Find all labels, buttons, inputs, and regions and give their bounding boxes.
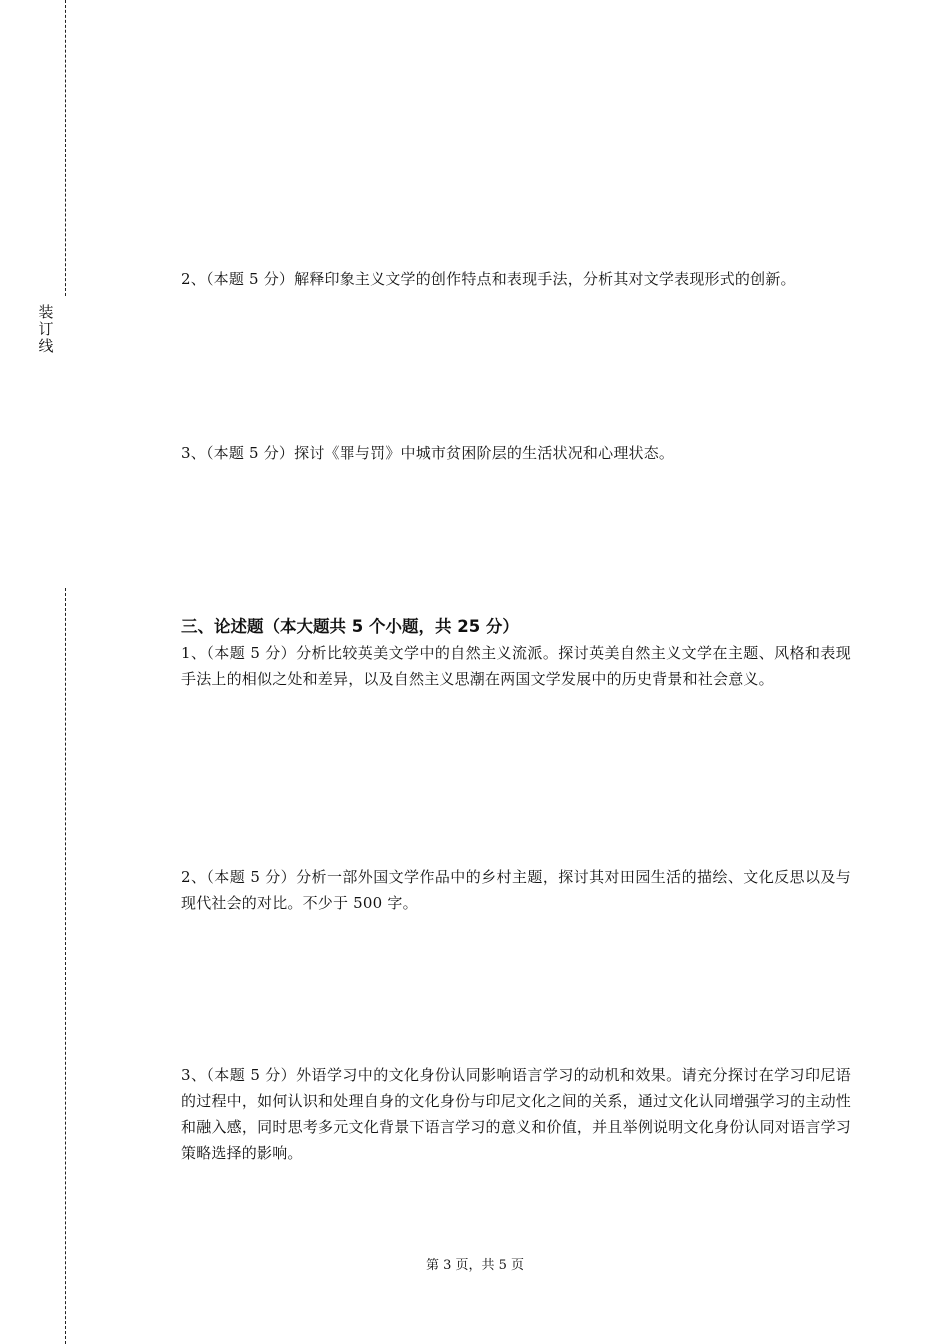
question-3-1: 1、（本题 5 分）分析比较英美文学中的自然主义流派。探讨英美自然主义文学在主题、风格和表现手法上的相似之处和差异，以及自然主义思潮在两国文学发展中的历史背景和社会意义。: [181, 644, 851, 688]
question-2-2: 2、（本题 5 分）解释印象主义文学的创作特点和表现手法，分析其对文学表现形式的创新。: [181, 270, 796, 288]
question-2-3: 3、（本题 5 分）探讨《罪与罚》中城市贫困阶层的生活状况和心理状态。: [181, 444, 675, 462]
question-3-2: 2、（本题 5 分）分析一部外国文学作品中的乡村主题，探讨其对田园生活的描绘、文化反思以及与现代社会的对比。不少于 500 字。: [181, 868, 851, 912]
binding-label-char-3: 线: [38, 337, 54, 355]
page-number: 第 3 页，共 5 页: [425, 1258, 525, 1273]
binding-line-bottom: [65, 588, 66, 1344]
section-heading: 三、论述题（本大题共 5 个小题，共 25 分）: [181, 617, 519, 636]
binding-label-char-1: 装: [38, 303, 54, 321]
binding-label: [38, 304, 54, 355]
binding-line-top: [65, 0, 66, 296]
question-3-3: 3、（本题 5 分）外语学习中的文化身份认同影响语言学习的动机和效果。请充分探讨在学习印尼语的过程中，如何认识和处理自身的文化身份与印尼文化之间的关系，通过文化认同增强学习的主动性和融入感，同时思考多元文化背景下语言学习的意义和价值，并且举例说明文化身份认同对语言学习策略选择的影响。: [181, 1066, 851, 1162]
binding-label-char-2: 订: [38, 320, 54, 338]
